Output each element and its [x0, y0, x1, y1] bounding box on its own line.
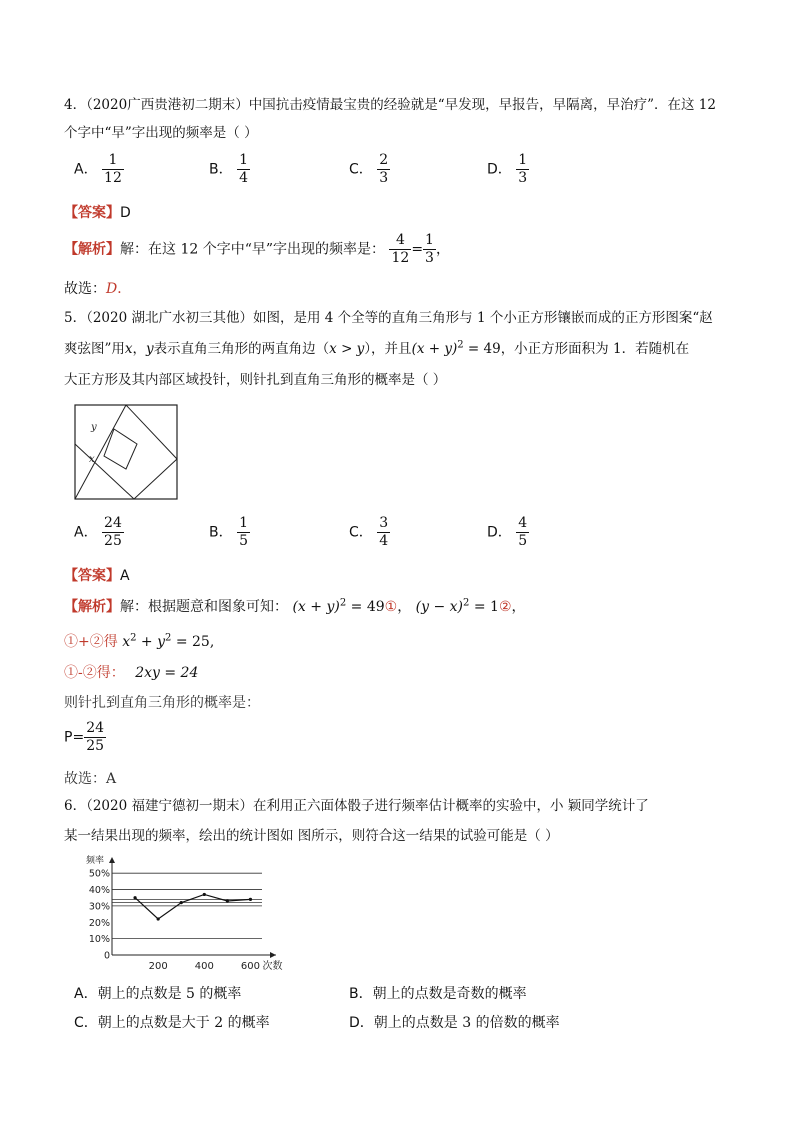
y-tick-label-2: 20% — [88, 917, 110, 929]
x-tick-label-2: 600 — [240, 961, 261, 972]
series-line — [135, 894, 250, 919]
y-tick-label-5: 50% — [88, 868, 110, 880]
y-axis-label: 频率 — [86, 856, 105, 866]
q5-step2: ①-②得： 2xy = 24 — [64, 665, 199, 681]
q4-option-b: B． $\frac{1}{4}$ — [209, 152, 248, 186]
q5-choose: 故选：A — [64, 771, 117, 787]
y-tick-label-3: 30% — [88, 901, 110, 913]
q4-answer: 【答案】D — [64, 205, 131, 221]
q5-step1: ①+②得 $x^2 + y^2 = 25$, — [64, 632, 215, 650]
data-point-0 — [133, 896, 136, 899]
data-point-1 — [157, 917, 160, 920]
q4-option-a-fraction: $\frac{1}{12}$ — [104, 152, 122, 186]
y-tick-label-4: 40% — [88, 885, 110, 897]
chord-4 — [75, 444, 134, 499]
q4-option-d: D． $\frac{1}{3}$ — [487, 152, 528, 186]
q5-analysis: 【解析】解：根据题意和图象可知： $(x + y)^2$ = 49①， $(y - x)^2$ = 1②， — [64, 597, 526, 615]
q5-option-a: A． $\frac{24}{25}$ — [74, 515, 122, 549]
data-point-4 — [226, 899, 229, 902]
chord-3 — [134, 459, 177, 499]
x-tick-label-0: 200 — [148, 961, 168, 972]
data-point-3 — [203, 893, 206, 896]
q5-option-c: C． $\frac{3}{4}$ — [349, 515, 389, 549]
q5-line3: 大正方形及其内部区域投针，则针扎到直角三角形的概率是（ ） — [64, 372, 447, 388]
q5-line1: 5．（2020 湖北广水初三其他）如图，是用 4 个全等的直角三角形与 1 个小正方形镶嵌而成的正方形图案“赵 — [64, 310, 713, 326]
y-tick-label-0: 0 — [103, 950, 110, 962]
data-point-2 — [180, 901, 183, 904]
q5-prob: P= $\frac{24}{25}$ — [64, 720, 105, 754]
zhao-shuang-figure — [74, 404, 178, 500]
x-axis-arrow — [270, 952, 276, 958]
q6-option-a: A．朝上的点数是 5 的概率 — [74, 986, 242, 1002]
q5-line2: 爽弦图”用x，y表示直角三角形的两直角边（x > y），并且$(x + y)^2 = 49$，小正方形面积为 1．若随机在 — [64, 339, 690, 357]
y-axis-arrow — [109, 857, 115, 863]
q6-line1: 6．（2020 福建宁德初一期末）在利用正六面体骰子进行频率估计概率的实验中，小 颖同学统计了 — [64, 798, 649, 814]
q4-analysis: 【解析】解：在这 12 个字中“早”字出现的频率是： $\frac{4}{12}$ = $\frac{1}{3}$ ， — [64, 232, 450, 266]
outer-square — [75, 405, 177, 499]
q4-line2: 个字中“早”字出现的频率是（ ） — [64, 125, 258, 141]
q6-line2: 某一结果出现的频率，绘出的统计图如 图所示，则符合这一结果的试验可能是（ ） — [64, 828, 559, 844]
q4-option-a: A． $\frac{1}{12}$ — [74, 152, 122, 186]
q6-option-b: B．朝上的点数是奇数的概率 — [349, 986, 527, 1002]
fig-label-x: x — [89, 454, 95, 465]
q5-prob-text: 则针扎到直角三角形的概率是： — [64, 695, 260, 711]
q6-option-c: C．朝上的点数是大于 2 的概率 — [74, 1015, 270, 1031]
inner-square — [104, 429, 137, 469]
y-tick-label-1: 10% — [88, 934, 110, 946]
q6-option-d: D．朝上的点数是 3 的倍数的概率 — [349, 1015, 560, 1031]
q5-answer: 【答案】A — [64, 568, 130, 584]
frequency-line-chart — [80, 855, 290, 975]
q4-option-c: C． $\frac{2}{3}$ — [349, 152, 389, 186]
x-axis-label: 次数 — [262, 961, 283, 972]
q5-option-b: B． $\frac{1}{5}$ — [209, 515, 248, 549]
q4-line1: 4．（2020广西贵港初二期末）中国抗击疫情最宝贵的经验就是“早发现，早报告，早隔离，早治疗”．在这 12 — [64, 97, 716, 113]
fig-label-y: y — [91, 422, 97, 433]
data-point-5 — [249, 898, 252, 901]
q4-choose: 故选：D． — [64, 281, 132, 297]
q5-option-d: D． $\frac{4}{5}$ — [487, 515, 528, 549]
x-tick-label-1: 400 — [194, 961, 214, 972]
